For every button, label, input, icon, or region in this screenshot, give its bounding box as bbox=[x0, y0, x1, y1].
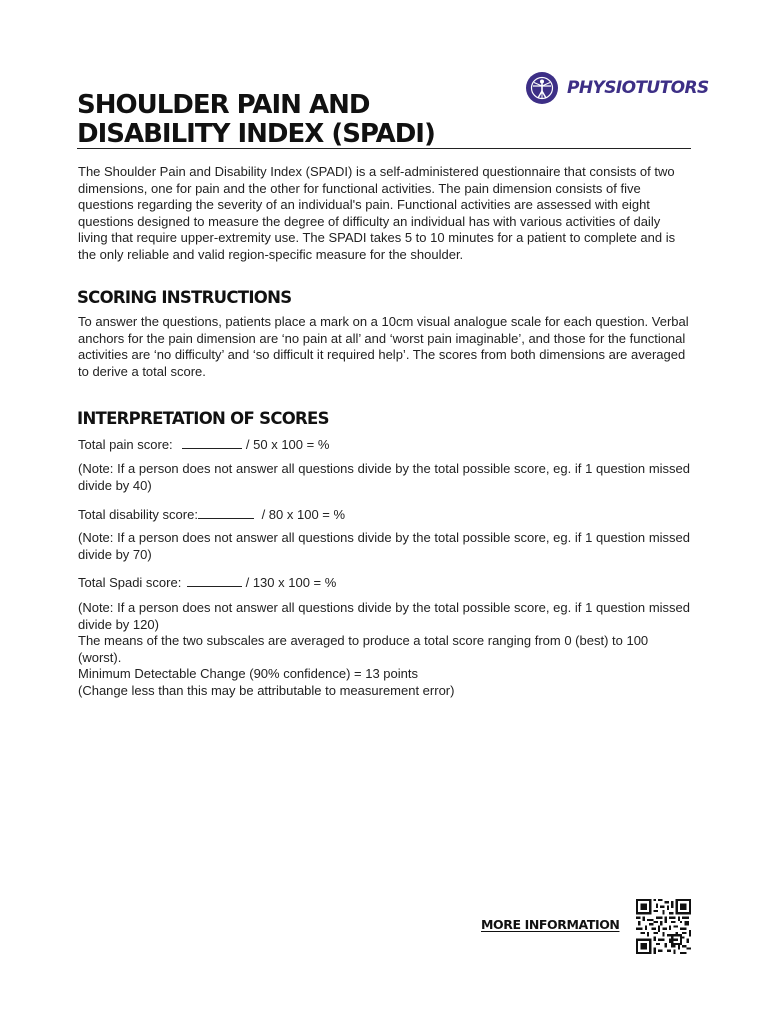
intro-paragraph: The Shoulder Pain and Disability Index (SPADI) is a self-administered questionnaire that consists of two dimensions, one for pain and the other for functional activities. The pain dimension consists of five questions regarding the severity of an individual's pain. Functional activities are assessed with eight questions designed to measure the degree of difficulty an individual has with various activities of daily living that require upper-extremity use. The SPADI takes 5 to 10 minutes for a patient to complete and is the only reliable and valid region-specific measure for the shoulder. bbox=[78, 164, 676, 262]
brand-name: PHYSIOTUTORS bbox=[567, 78, 709, 98]
disability-score-note: (Note: If a person does not answer all questions divide by the total possible score, eg. if 1 question missed divide by 70) bbox=[78, 530, 690, 562]
disability-score-line bbox=[78, 506, 690, 523]
title-line-1: SHOULDER PAIN AND bbox=[77, 90, 370, 121]
interpretation-heading: INTERPRETATION OF SCORES bbox=[77, 409, 329, 428]
scoring-paragraph: To answer the questions, patients place a mark on a 10cm visual analogue scale for each question. Verbal anchors for the pain dimension are ‘no pain at all’ and ‘worst pain imaginable’, and those for the functional activities are ‘no difficulty’ and ‘so difficult it required help’. The scores from both dimensions are averaged to derive a total score. bbox=[78, 314, 689, 379]
pain-score-formula: / 50 x 100 = % bbox=[245, 437, 330, 452]
spadi-score-formula: / 130 x 100 = % bbox=[245, 575, 337, 590]
brand-logo-group[interactable] bbox=[526, 72, 709, 104]
page-title bbox=[77, 91, 497, 149]
means-text: The means of the two subscales are averaged to produce a total score ranging from 0 (best) to 100 (worst). bbox=[78, 633, 649, 665]
pain-score-label: Total pain score: bbox=[78, 437, 173, 452]
spadi-score-line bbox=[78, 574, 690, 591]
scoring-heading: SCORING INSTRUCTIONS bbox=[77, 288, 292, 307]
title-line-2: DISABILITY INDEX (SPADI) bbox=[77, 119, 435, 150]
more-information-link[interactable]: MORE INFORMATION bbox=[481, 917, 620, 932]
disability-score-formula: / 80 x 100 = % bbox=[261, 507, 346, 522]
spadi-score-note: (Note: If a person does not answer all questions divide by the total possible score, eg. if 1 question missed divide by 120) bbox=[78, 600, 690, 632]
spadi-score-blank[interactable] bbox=[187, 574, 242, 587]
pain-score-line bbox=[78, 436, 690, 453]
disability-score-label: Total disability score: bbox=[78, 507, 198, 522]
mdc-note: (Change less than this may be attributable to measurement error) bbox=[78, 683, 455, 698]
spadi-score-label: Total Spadi score: bbox=[78, 575, 182, 590]
mdc-text: Minimum Detectable Change (90% confidence) = 13 points bbox=[78, 666, 418, 681]
vitruvian-man-icon bbox=[526, 72, 558, 104]
header-divider bbox=[77, 148, 691, 149]
pain-score-blank[interactable] bbox=[182, 436, 242, 449]
disability-score-blank[interactable] bbox=[198, 506, 254, 519]
qr-code-icon[interactable] bbox=[636, 899, 691, 954]
pain-score-note: (Note: If a person does not answer all questions divide by the total possible score, eg. if 1 question missed divide by 40) bbox=[78, 461, 690, 493]
